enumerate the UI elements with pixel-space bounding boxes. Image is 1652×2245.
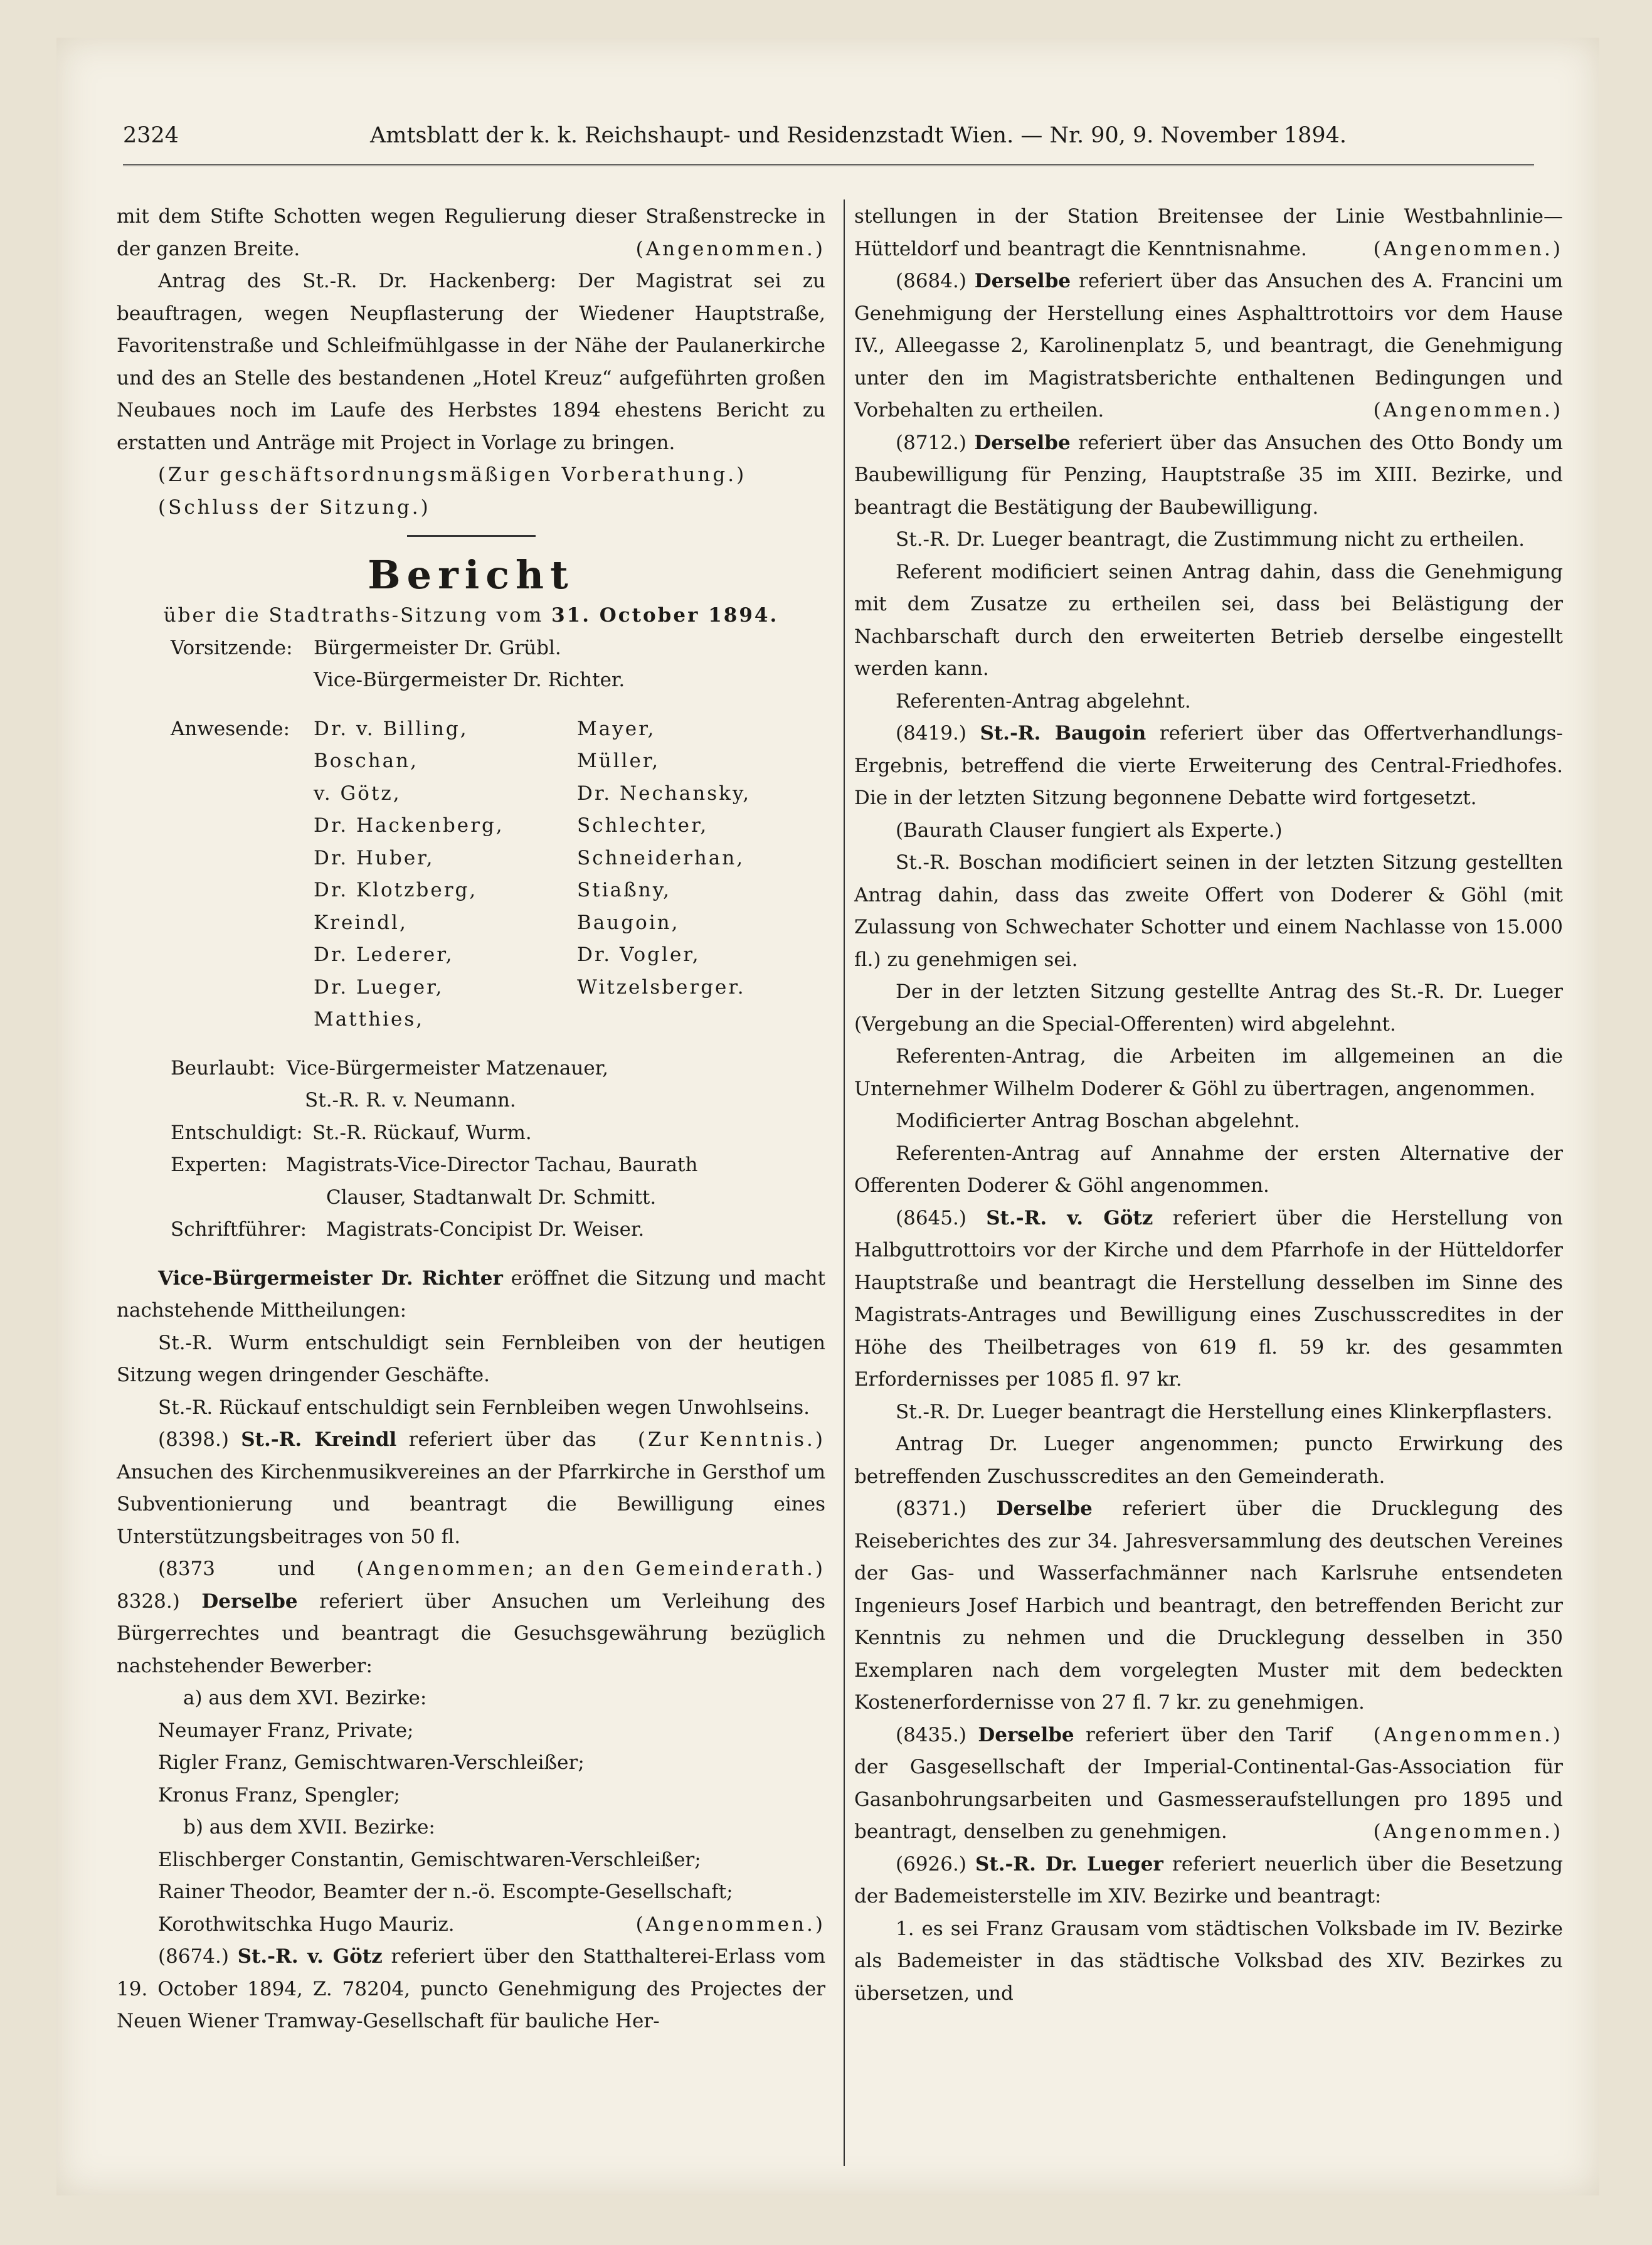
- paragraph: Modificierter Antrag Boschan abgelehnt.: [896, 1110, 1300, 1132]
- paragraph: (8373 und 8328.) Derselbe referiert über Ansuchen um Verleihung des Bürgerrechtes und beantragt die Gesuchsgewährung bezüglich nachstehender Bewerber:: [117, 1558, 825, 1677]
- paragraph: (8435.) Derselbe referiert über den Tarif der Gasgesellschaft der Imperial-Continental-Gas-Association für Gasanbohrungsarbeiten und Gasmesseraufstellungen pro 1895 und beantragt, denselben zu genehmigen. (Angenommen.): [854, 1723, 1563, 1843]
- leave-row: Beurlaubt: Vice-Bürgermeister Matzenauer,: [171, 1056, 608, 1080]
- chair-row-2: Vice-Bürgermeister Dr. Richter.: [314, 669, 625, 691]
- paragraph: (Baurath Clauser fungiert als Experte.): [896, 819, 1283, 842]
- paragraph: St.-R. Dr. Lueger beantragt die Herstellung eines Klinkerpflasters.: [896, 1400, 1553, 1423]
- list-item: Korothwitschka Hugo Mauriz. (Angenommen.): [158, 1913, 825, 1936]
- paragraph: (Schluss der Sitzung.): [158, 496, 431, 519]
- paragraph: (8398.) St.-R. Kreindl referiert über das Ansuchen des Kirchenmusikvereines an der Pfarrkirche in Gersthof um Subventionierung und beantragt die Bewilligung eines Unterstützungsbeitrages von 50 fl. (Angenommen; an den Gemeinderath.): [117, 1428, 825, 1580]
- paragraph: (8645.) St.-R. v. Götz referiert über die Herstellung von Halbguttrottoirs vor der Kirche und dem Pfarrhofe in der Hütteldorfer Hauptstraße und beantragt die Herstellung desselben im Sinne des Magistrats-Antrages und Bewilligung eines Zuschusscredites in der Höhe des Theilbetrages von 619 fl. 59 kr. des gesammten Erfordernisses per 1085 fl. 97 kr.: [854, 1206, 1563, 1391]
- list-item: Rigler Franz, Gemischtwaren-Verschleißer;: [158, 1751, 585, 1774]
- column-divider: [844, 199, 845, 2166]
- paragraph: St.-R. Wurm entschuldigt sein Fernbleiben von der heutigen Sitzung wegen dringender Geschäfte.: [117, 1331, 825, 1386]
- list-heading: b) aus dem XVII. Bezirke:: [183, 1816, 435, 1839]
- list-heading: a) aus dem XVI. Bezirke:: [183, 1687, 427, 1709]
- paragraph: (8712.) Derselbe referiert über das Ansuchen des Otto Bondy um Baubewilligung für Penzing, Hauptstraße 35 im XIII. Bezirke, und beantragt die Bestätigung der Baubewilligung.: [854, 431, 1564, 519]
- paragraph: St.-R. Boschan modificiert seinen in der letzten Sitzung gestellten Antrag dahin, dass das zweite Offert von Doderer & Göhl (mit Zulassung von Schwechater Schotter und einem Nachlasse von 15.000 fl.) zu genehmigen sei.: [854, 851, 1563, 971]
- list-item: Rainer Theodor, Beamter der n.-ö. Escompte-Gesellschaft;: [158, 1881, 733, 1903]
- paragraph: Vice-Bürgermeister Dr. Richter eröffnet die Sitzung und macht nachstehende Mittheilungen:: [117, 1266, 825, 1322]
- paragraph: (8371.) Derselbe referiert über die Drucklegung des Reiseberichtes des zur 34. Jahresversammlung des deutschen Vereines der Gas- und Wasserfachmänner nach Karlsruhe entsendeten Ingenieurs Josef Harbich und beantragt, den betreffenden Bericht zur Kenntnis zu nehmen und die Drucklegung desselben in 350 Exemplaren nach dem vorgelegten Muster mit dem bedeckten Kostenerfordernisse von 27 fl. 7 kr. zu genehmigen. (Angenommen.): [854, 1497, 1564, 1746]
- paragraph: (8684.) Derselbe referiert über das Ansuchen des A. Francini um Genehmigung der Herstellung eines Asphalttrottoirs vor dem Hause IV., Alleegasse 2, Karolinenplatz 5, und beantragt, die Genehmigung unter den im Magistratsberichte enthaltenen Bedingungen und Vorbehalten zu ertheilen. (Angenommen.): [854, 270, 1563, 422]
- attendees: Anwesende: Dr. v. Billing, Boschan, v. Götz, Dr. Hackenberg, Dr. Huber, Dr. Klotzberg, Kreindl, Dr. Lederer, Dr. Lueger, Matthies, Mayer, Müller, Dr. Nechansky, Schlechter, Schneiderhan, Stiaßny, Baugoin, Dr. Vogler, Witzelsberger.: [171, 717, 751, 1031]
- paragraph: Referenten-Antrag auf Annahme der ersten Alternative der Offerenten Doderer & Göhl angenommen.: [854, 1142, 1563, 1197]
- experts-row: Experten: Magistrats-Vice-Director Tachau, Baurath: [171, 1154, 698, 1176]
- excused-row: Entschuldigt: St.-R. Rückauf, Wurm.: [171, 1121, 532, 1144]
- left-column: [117, 201, 825, 2038]
- secretary-row: Schriftführer: Magistrats-Concipist Dr. Weiser.: [171, 1218, 645, 1241]
- paragraph: Antrag Dr. Lueger angenommen; puncto Erwirkung des betreffenden Zuschusscredites an den Gemeinderath.: [854, 1433, 1563, 1488]
- paragraph: Referenten-Antrag abgelehnt.: [896, 689, 1191, 713]
- paragraph: 1. es sei Franz Grausam vom städtischen Volksbade im IV. Bezirke als Bademeister in das städtische Volksbad des XIV. Bezirkes zu übersetzen, und: [854, 1917, 1563, 2005]
- paragraph: (6926.) St.-R. Dr. Lueger referiert neuerlich über die Besetzung der Bademeisterstelle im XIV. Bezirke und beantragt:: [854, 1852, 1563, 1908]
- header-rule: [123, 164, 1534, 169]
- running-header: Amtsblatt der k. k. Reichshaupt- und Residenzstadt Wien. — Nr. 90, 9. November 1894.: [370, 123, 1347, 148]
- report-title: Bericht: [368, 552, 574, 598]
- list-item: Elischberger Constantin, Gemischtwaren-Verschleißer;: [158, 1848, 701, 1871]
- paragraph: St.-R. Dr. Lueger beantragt, die Zustimmung nicht zu ertheilen.: [896, 528, 1525, 551]
- list-item: Neumayer Franz, Private;: [158, 1719, 414, 1742]
- leave-row-2: St.-R. R. v. Neumann.: [305, 1089, 516, 1112]
- page-number: 2324: [123, 123, 179, 148]
- paragraph: Referent modificiert seinen Antrag dahin, dass die Genehmigung mit dem Zusatze zu ertheilen sei, dass bei Belästigung der Nachbarschaft durch den erweiterten Betrieb derselbe eingestellt werden kann.: [854, 560, 1563, 680]
- paragraph: Antrag des St.-R. Dr. Hackenberg: Der Magistrat sei zu beauftragen, wegen Neupflasterung der Wiedener Hauptstraße, Favoritenstraße und Schleifmühlgasse in der Nähe der Paulanerkirche und des an Stelle des bestandenen „Hotel Kreuz“ aufgeführten großen Neubaues noch im Laufe des Herbstes 1894 ehestens Bericht zu erstatten und Anträge mit Project in Vorlage zu bringen.: [117, 270, 825, 454]
- paragraph: Referenten-Antrag, die Arbeiten im allgemeinen an die Unternehmer Wilhelm Doderer & Göhl zu übertragen, angenommen.: [854, 1045, 1563, 1100]
- paragraph: stellungen in der Station Breitensee der Linie Westbahnlinie—Hütteldorf und beantragt die Kenntnisnahme. (Angenommen.): [854, 205, 1563, 260]
- section-rule: [407, 535, 536, 537]
- paragraph: (8419.) St.-R. Baugoin referiert über das Offertverhandlungs-Ergebnis, betreffend die vierte Erweiterung des Central-Friedhofes. Die in der letzten Sitzung begonnene Debatte wird fortgesetzt.: [854, 722, 1563, 809]
- right-column: [854, 201, 1563, 2010]
- experts-row-2: Clauser, Stadtanwalt Dr. Schmitt.: [326, 1186, 657, 1209]
- chair-row: Vorsitzende: Bürgermeister Dr. Grübl.: [171, 636, 561, 659]
- paragraph: mit dem Stifte Schotten wegen Regulierung dieser Straßenstrecke in der ganzen Breite. (Angenommen.): [117, 205, 825, 260]
- paragraph: Der in der letzten Sitzung gestellte Antrag des St.-R. Dr. Lueger (Vergebung an die Special-Offerenten) wird abgelehnt.: [854, 980, 1563, 1036]
- paragraph: (8674.) St.-R. v. Götz referiert über den Statthalterei-Erlass vom 19. October 1894, Z. 78204, puncto Genehmigung des Projectes der Neuen Wiener Tramway-Gesellschaft für bauliche Her-: [117, 1945, 825, 2032]
- report-subtitle: über die Stadtraths-Sitzung vom 31. October 1894.: [163, 604, 779, 627]
- paragraph: St.-R. Rückauf entschuldigt sein Fernbleiben wegen Unwohlseins. (Zur Kenntnis.): [158, 1396, 825, 1451]
- paragraph: (Zur geschäftsordnungsmäßigen Vorberathung.): [158, 464, 747, 486]
- list-item: Kronus Franz, Spengler;: [158, 1783, 400, 1807]
